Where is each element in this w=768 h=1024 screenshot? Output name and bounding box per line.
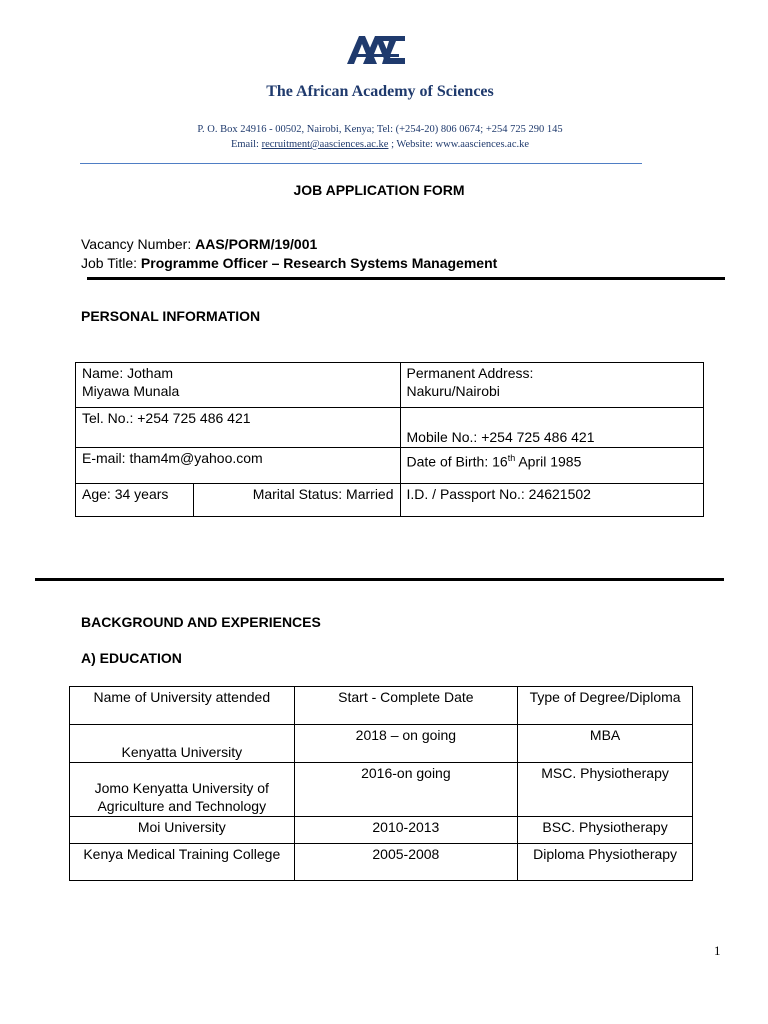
university-cell: Jomo Kenyatta University of Agriculture and Technology [70, 763, 295, 817]
dates-cell: 2010-2013 [294, 817, 518, 844]
mobile-cell: Mobile No.: +254 725 486 421 [400, 408, 703, 448]
contact-line: P. O. Box 24916 - 00502, Nairobi, Kenya; Tel: (+254-20) 806 0674; +254 725 290 145 [197, 124, 563, 135]
marital-status-cell: Marital Status: Married [193, 484, 400, 517]
email-label: Email: [230, 139, 262, 150]
dob-text: Date of Birth: 16 [406, 453, 508, 470]
email-website-line [0, 139, 760, 150]
degree-cell: BSC. Physiotherapy [518, 817, 693, 844]
name-line: Name: Jotham [82, 365, 174, 381]
table-row [76, 484, 704, 517]
dob-suffix: th [507, 453, 516, 463]
vacancy-number [81, 236, 317, 252]
age-cell: Age: 34 years [76, 484, 194, 517]
name-cell [76, 363, 401, 408]
university-cell: Moi University [70, 817, 295, 844]
table-row [70, 763, 693, 817]
email-cell: E-mail: tham4m@yahoo.com [76, 448, 401, 484]
dob-month-year: April 1985 [515, 453, 582, 470]
dates-cell: 2018 – on going [294, 725, 518, 763]
degree-cell: Diploma Physiotherapy [518, 844, 693, 881]
vacancy-label: Vacancy Number: [81, 236, 196, 252]
table-row [70, 725, 693, 763]
recruitment-email-link[interactable]: recruitment@aasciences.ac.ke [261, 139, 389, 150]
degree-cell: MSC. Physiotherapy [518, 763, 693, 817]
organization-name: The African Academy of Sciences [266, 83, 494, 100]
personal-information-heading: PERSONAL INFORMATION [81, 308, 261, 324]
website-text: ; Website: www.aasciences.ac.ke [388, 139, 530, 150]
column-header: Name of University attended [70, 687, 295, 725]
dates-cell: 2016-on going [294, 763, 518, 817]
table-row [70, 844, 693, 881]
job-title-value: Programme Officer – Research Systems Management [140, 255, 498, 271]
address-cell [400, 363, 703, 408]
table-header-row [70, 687, 693, 725]
degree-cell: MBA [518, 725, 693, 763]
table-row [70, 817, 693, 844]
header-divider [80, 163, 642, 164]
dates-cell: 2005-2008 [294, 844, 518, 881]
education-heading: A) EDUCATION [81, 650, 182, 666]
address-value: Nakuru/Nairobi [406, 383, 500, 399]
university-cell: Kenyatta University [70, 725, 295, 763]
personal-info-table [75, 362, 704, 517]
address-label: Permanent Address: [406, 365, 534, 381]
page-number: 1 [714, 943, 721, 958]
job-title-label: Job Title: [81, 255, 141, 271]
table-row [76, 408, 704, 448]
name-line: Miyawa Munala [82, 383, 180, 399]
job-title [81, 255, 497, 271]
table-row [76, 448, 704, 484]
table-row [76, 363, 704, 408]
aas-logo-icon [345, 30, 409, 68]
education-table [69, 686, 693, 881]
dob-cell [400, 448, 703, 484]
column-header: Type of Degree/Diploma [518, 687, 693, 725]
section-divider [87, 277, 725, 280]
background-heading: BACKGROUND AND EXPERIENCES [81, 614, 321, 630]
column-header: Start - Complete Date [294, 687, 518, 725]
form-title: JOB APPLICATION FORM [293, 182, 465, 198]
vacancy-value: AAS/PORM/19/001 [195, 236, 318, 252]
section-divider [35, 578, 724, 581]
tel-cell: Tel. No.: +254 725 486 421 [76, 408, 401, 448]
id-cell: I.D. / Passport No.: 24621502 [400, 484, 703, 517]
university-cell: Kenya Medical Training College [70, 844, 295, 881]
